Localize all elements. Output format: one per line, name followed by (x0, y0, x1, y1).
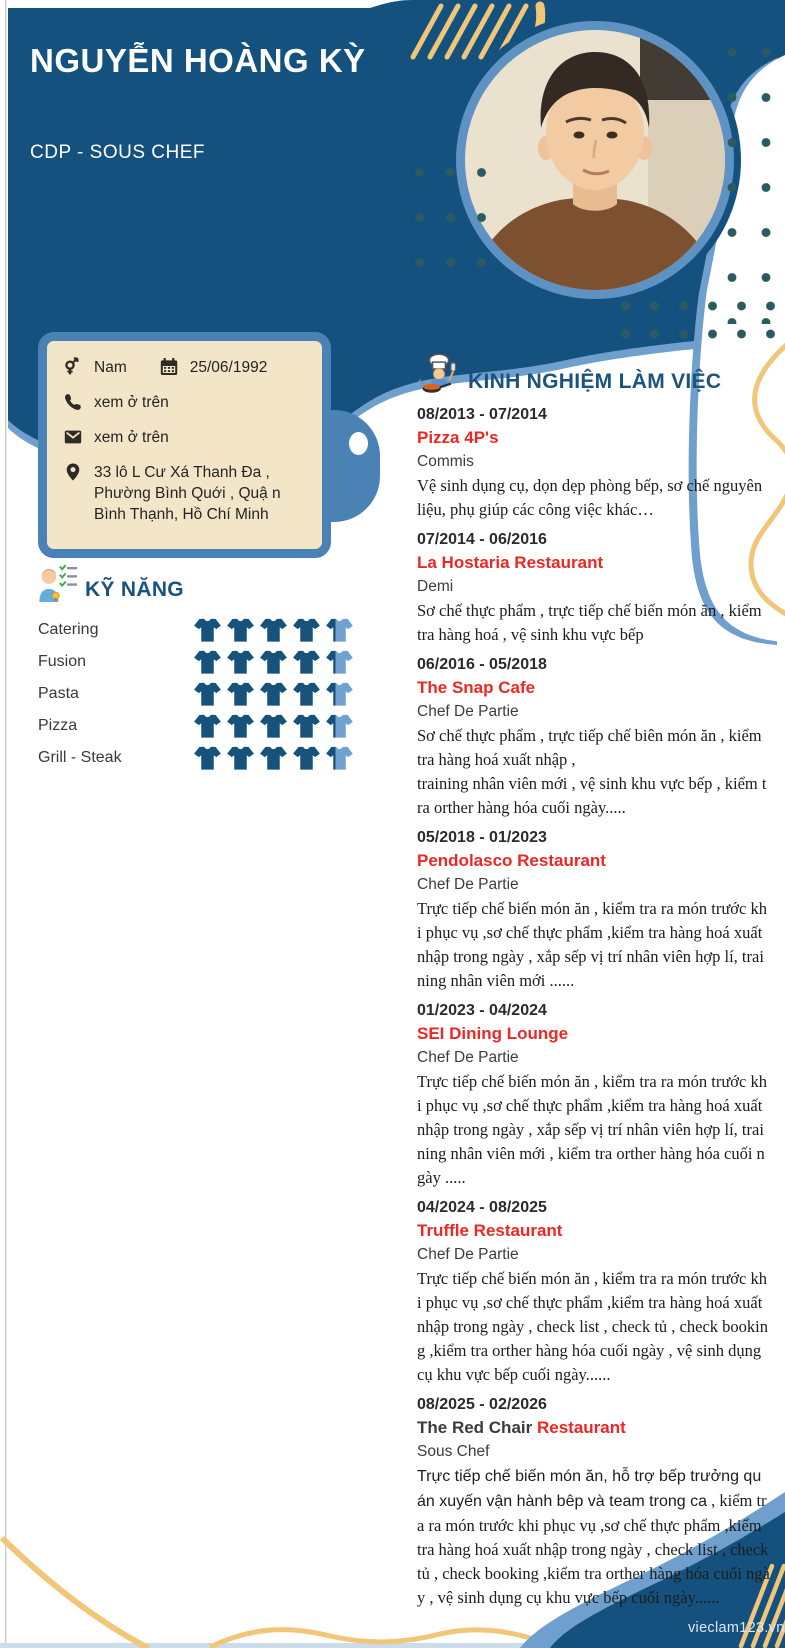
tshirt-rating-icon (259, 714, 288, 739)
company-name (417, 1417, 770, 1439)
email-icon (63, 427, 83, 447)
company-name-red: La Hostaria Restaurant (417, 553, 604, 572)
skill-row (38, 646, 390, 678)
contact-card (38, 332, 331, 558)
job-description: Vệ sinh dụng cụ, dọn dẹp phòng bếp, sơ chế nguyên liệu, phụ giúp các công việc khác… (417, 476, 763, 519)
tshirt-rating-icon (226, 618, 255, 643)
tshirt-rating-icon (292, 746, 321, 771)
address-value: 33 lô L Cư Xá Thanh Đa , Phường Bình Quới , Quậ n Bình Thạnh, Hồ Chí Minh (94, 464, 281, 523)
chef-cooking-icon (417, 352, 461, 396)
profile-photo (465, 30, 725, 292)
skills-list (38, 614, 390, 774)
experience-period: 05/2018 - 01/2023 (417, 829, 547, 846)
handle-hole (349, 432, 368, 455)
address-field (63, 462, 310, 525)
person-checklist-icon (38, 560, 78, 604)
company-name (417, 677, 770, 699)
tshirt-rating-icon (193, 618, 222, 643)
gender-field (63, 357, 127, 378)
company-name-red: Truffle Restaurant (417, 1221, 563, 1240)
experience-list (417, 404, 770, 1610)
skill-name: Fusion (38, 653, 87, 670)
tshirt-rating-icon (292, 650, 321, 675)
candidate-name: NGUYỄN HOÀNG KỲ (30, 42, 366, 79)
job-role: Commis (417, 453, 474, 470)
skill-row (38, 678, 390, 710)
skill-rating-shirts (193, 682, 354, 707)
company-name (417, 1220, 770, 1242)
job-description: Trực tiếp chế biến món ăn , kiểm tra ra món trước khi phục vụ ,sơ chế thực phẩm ,kiểm tra hàng hoá xuất nhập trong ngày , xắp sếp vị trí nhân viên hợp lí, training nhân viên mới ...... (417, 899, 767, 990)
job-description: Sơ chế thực phẩm , trực tiếp chế biên món ăn , kiểm tra hàng hoá xuất nhập , training nhân viên mới , vệ sinh khu vực bếp , kiểm tra orther hàng hóa cuối ngày..... (417, 726, 767, 817)
experience-section (417, 352, 770, 1617)
tshirt-rating-icon (259, 650, 288, 675)
experience-title: KINH NGHIỆM LÀM VIỆC (468, 370, 722, 393)
tshirt-rating-icon (325, 682, 354, 707)
job-role: Chef De Partie (417, 876, 519, 893)
site-watermark: vieclam123.vn (688, 1620, 785, 1636)
company-name (417, 1023, 770, 1045)
tshirt-rating-icon (226, 746, 255, 771)
tshirt-rating-icon (325, 714, 354, 739)
company-name-red: Pizza 4P's (417, 428, 499, 447)
job-description: Sơ chế thực phẩm , trực tiếp chế biến món ăn , kiểm tra hàng hoá , vệ sinh khu vực bếp (417, 601, 762, 644)
skill-name: Pasta (38, 685, 79, 702)
job-role: Chef De Partie (417, 1246, 519, 1263)
experience-period: 08/2013 - 07/2014 (417, 406, 547, 423)
job-role: Chef De Partie (417, 703, 519, 720)
company-name-plain: The Red Chair (417, 1418, 537, 1437)
tshirt-rating-icon (292, 618, 321, 643)
birthday-field (159, 357, 268, 378)
skill-name: Pizza (38, 717, 78, 734)
tshirt-rating-icon (193, 682, 222, 707)
company-name (417, 850, 770, 872)
company-name-red: SEI Dining Lounge (417, 1024, 569, 1043)
experience-entry (417, 654, 770, 820)
skills-heading (38, 560, 390, 604)
tshirt-rating-icon (226, 682, 255, 707)
skill-name: Grill - Steak (38, 749, 122, 766)
skill-row (38, 742, 390, 774)
phone-icon (63, 392, 83, 412)
tshirt-rating-icon (193, 650, 222, 675)
phone-value: xem ở trên (94, 394, 169, 411)
experience-period: 04/2024 - 08/2025 (417, 1199, 547, 1216)
experience-period: 07/2014 - 06/2016 (417, 531, 547, 548)
skill-rating-shirts (193, 746, 354, 771)
job-description: Trực tiếp chế biến món ăn, hỗ trợ bếp trưởng quán xuyến vận hành bêp và team trong ca , kiểm tra ra món trước khi phục vụ ,sơ chế thực phẩm ,kiểm tra hàng hoá xuất nhập trong ngày , check list , check tủ , check booking ,kiểm tra orther hàng hóa cuối ngày , vệ sinh dụng cụ khu vực bếp cuối ngày...... (417, 1468, 770, 1607)
phone-field (63, 392, 169, 413)
tshirt-rating-icon (193, 714, 222, 739)
tshirt-rating-icon (226, 714, 255, 739)
page-edge-line (5, 0, 7, 1648)
experience-entry (417, 1197, 770, 1387)
tshirt-rating-icon (226, 650, 255, 675)
email-value: xem ở trên (94, 429, 169, 446)
header (30, 42, 366, 164)
skill-rating-shirts (193, 650, 354, 675)
job-description: Trực tiếp chế biến món ăn , kiểm tra ra món trước khi phục vụ ,sơ chế thực phẩm ,kiểm tra hàng hoá xuất nhập trong ngày , xắp sếp vị trí nhân viên hợp lí, training nhân viên mới , kiểm tra orther hàng hóa cuối ngày ..... (417, 1072, 767, 1187)
tshirt-rating-icon (325, 618, 354, 643)
skills-section (38, 560, 390, 774)
tshirt-rating-icon (259, 746, 288, 771)
profile-photo-frame (449, 14, 741, 306)
skill-name: Catering (38, 621, 99, 638)
gender-icon (63, 357, 83, 377)
calendar-icon (159, 357, 179, 377)
experience-heading (417, 352, 770, 396)
company-name-red: Pendolasco Restaurant (417, 851, 606, 870)
job-role: Demi (417, 578, 454, 595)
experience-period: 08/2025 - 02/2026 (417, 1396, 547, 1413)
skills-title: KỸ NĂNG (85, 578, 184, 601)
job-title: CDP - SOUS CHEF (30, 142, 206, 163)
gender-value: Nam (94, 359, 127, 376)
job-role: Chef De Partie (417, 1049, 519, 1066)
job-role: Sous Chef (417, 1443, 490, 1460)
bottom-left-arc-decor (2, 1538, 148, 1648)
experience-period: 01/2023 - 04/2024 (417, 1002, 547, 1019)
skill-row (38, 710, 390, 742)
job-description: Trực tiếp chế biến món ăn , kiểm tra ra món trước khi phục vụ ,sơ chế thực phẩm ,kiểm tra hàng hoá xuất nhập trong ngày , check list , check tủ , check booking ,kiểm tra orther hàng hóa cuối ngày , vệ sinh dụng cụ khu vực bếp cuối ngày...... (417, 1269, 768, 1384)
skill-rating-shirts (193, 618, 354, 643)
company-name-red: Restaurant (536, 1418, 626, 1437)
tshirt-rating-icon (325, 746, 354, 771)
tshirt-rating-icon (292, 714, 321, 739)
skill-rating-shirts (193, 714, 354, 739)
birthday-value: 25/06/1992 (189, 359, 268, 376)
skill-row (38, 614, 390, 646)
tshirt-rating-icon (325, 650, 354, 675)
experience-entry (417, 529, 770, 647)
email-field (63, 427, 169, 448)
company-name (417, 552, 770, 574)
tshirt-rating-icon (259, 682, 288, 707)
company-name-red: The Snap Cafe (417, 678, 536, 697)
experience-entry (417, 404, 770, 522)
experience-period: 06/2016 - 05/2018 (417, 656, 547, 673)
tshirt-rating-icon (259, 618, 288, 643)
experience-entry (417, 827, 770, 993)
experience-entry (417, 1000, 770, 1190)
company-name (417, 427, 770, 449)
tshirt-rating-icon (292, 682, 321, 707)
tshirt-rating-icon (193, 746, 222, 771)
location-icon (63, 462, 83, 482)
experience-entry (417, 1394, 770, 1610)
